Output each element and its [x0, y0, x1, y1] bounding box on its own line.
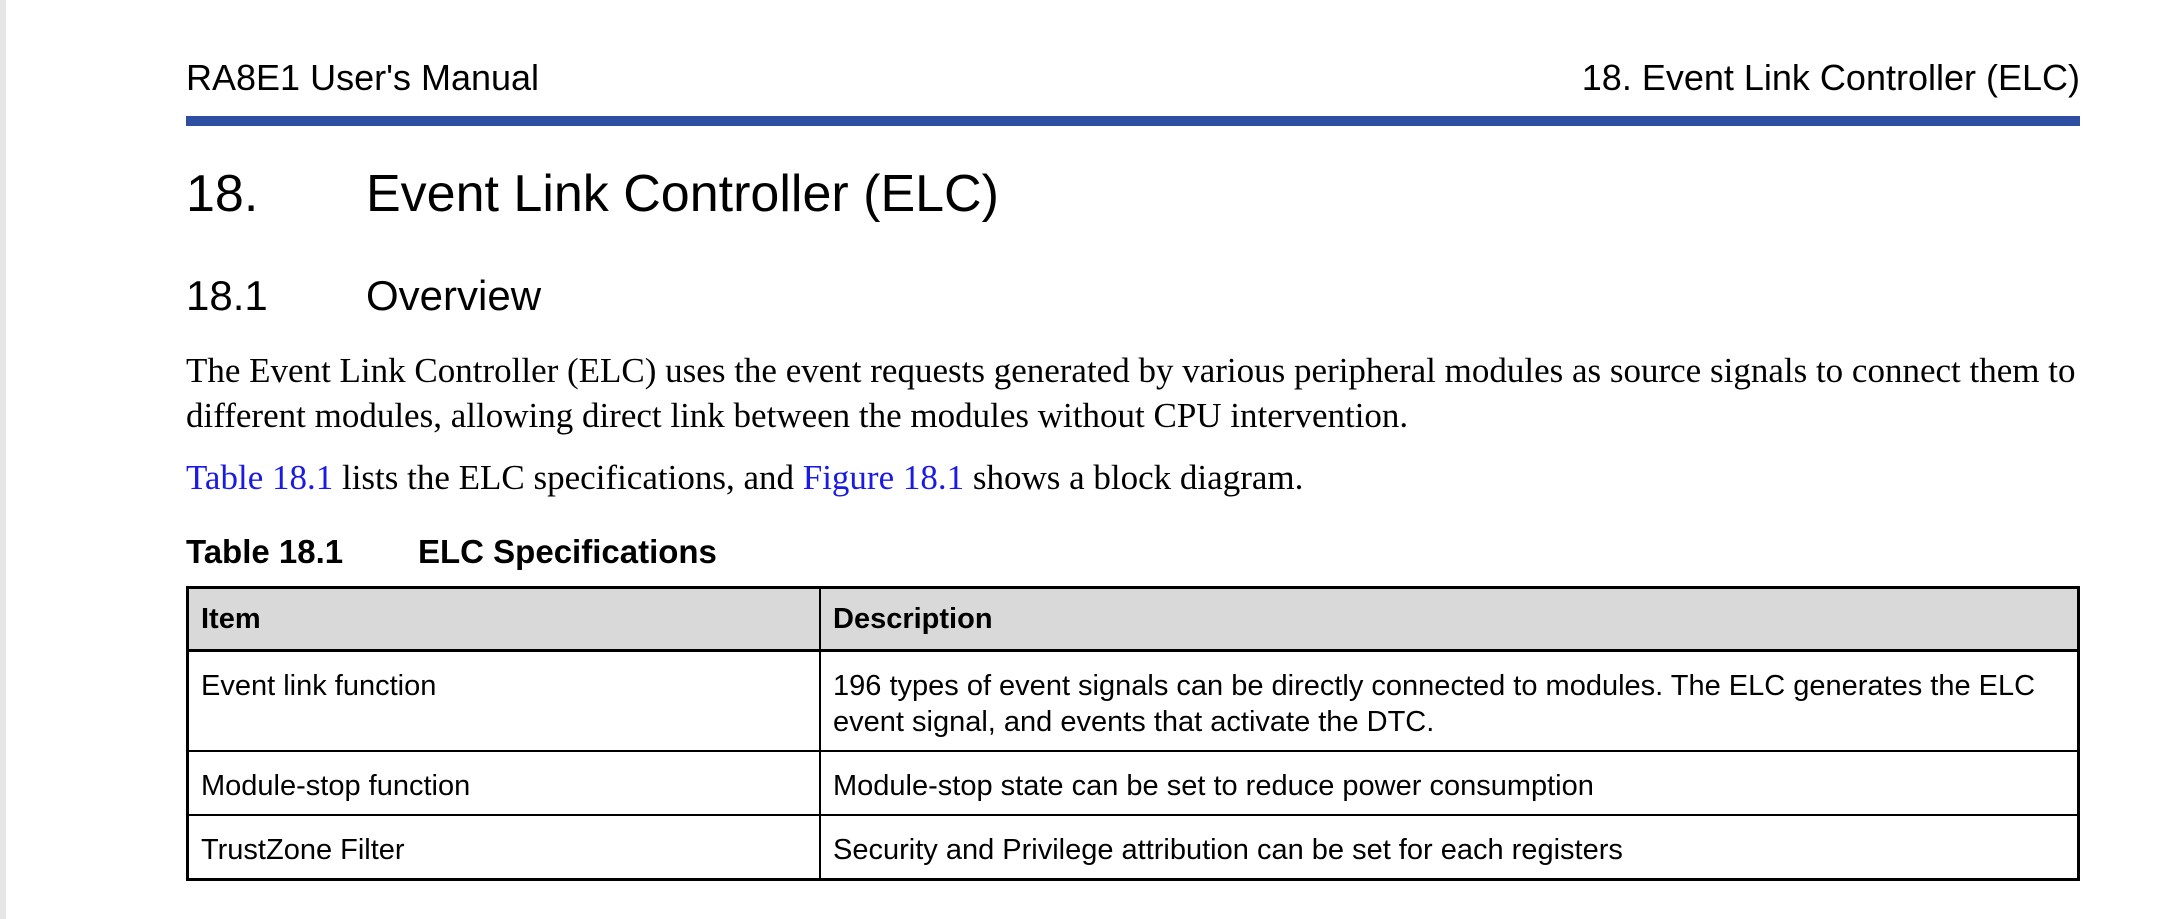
reference-paragraph: [186, 455, 2080, 500]
viewer-left-edge: [0, 0, 6, 919]
table-cell-item: Event link function: [188, 651, 821, 752]
reference-text-mid: lists the ELC specifications, and: [333, 458, 803, 497]
document-page: [186, 0, 2080, 919]
table-cell-item: TrustZone Filter: [188, 815, 821, 880]
elc-specifications-table: [186, 586, 2080, 881]
table-row: [188, 751, 2079, 815]
chapter-title: Event Link Controller (ELC): [366, 165, 999, 223]
reference-text-end: shows a block diagram.: [964, 458, 1304, 497]
table-row: [188, 815, 2079, 880]
table-18-1-link[interactable]: Table 18.1: [186, 458, 334, 497]
table-cell-description: Module-stop state can be set to reduce power consumption: [820, 751, 2079, 815]
column-header-description: Description: [820, 588, 2079, 651]
overview-paragraph: The Event Link Controller (ELC) uses the event requests generated by various peripheral modules as source signals to connect them to different modules, allowing direct link between the modules without CPU intervention.: [186, 351, 2076, 435]
section-heading: [186, 268, 541, 324]
section-title: Overview: [366, 272, 542, 319]
chapter-number: 18.: [186, 165, 259, 223]
table-cell-description: Security and Privilege attribution can be set for each registers: [820, 815, 2079, 880]
running-header-chapter-title: 18. Event Link Controller (ELC): [1581, 57, 2080, 98]
chapter-heading: [186, 160, 999, 228]
table-caption-title: ELC Specifications: [418, 533, 717, 570]
table-header-row: [188, 588, 2079, 651]
column-header-item: Item: [188, 588, 821, 651]
running-header-manual-title: RA8E1 User's Manual: [186, 57, 540, 98]
section-number: 18.1: [186, 272, 268, 319]
table-caption-number: Table 18.1: [186, 533, 344, 570]
table-cell-item: Module-stop function: [188, 751, 821, 815]
figure-18-1-link[interactable]: Figure 18.1: [802, 458, 965, 497]
header-rule: [186, 116, 2080, 126]
table-row: [188, 651, 2079, 752]
table-caption: [186, 530, 717, 574]
table-cell-description: 196 types of event signals can be directly connected to modules. The ELC generates the ELC event signal, and events that activate the DTC.: [820, 651, 2079, 752]
